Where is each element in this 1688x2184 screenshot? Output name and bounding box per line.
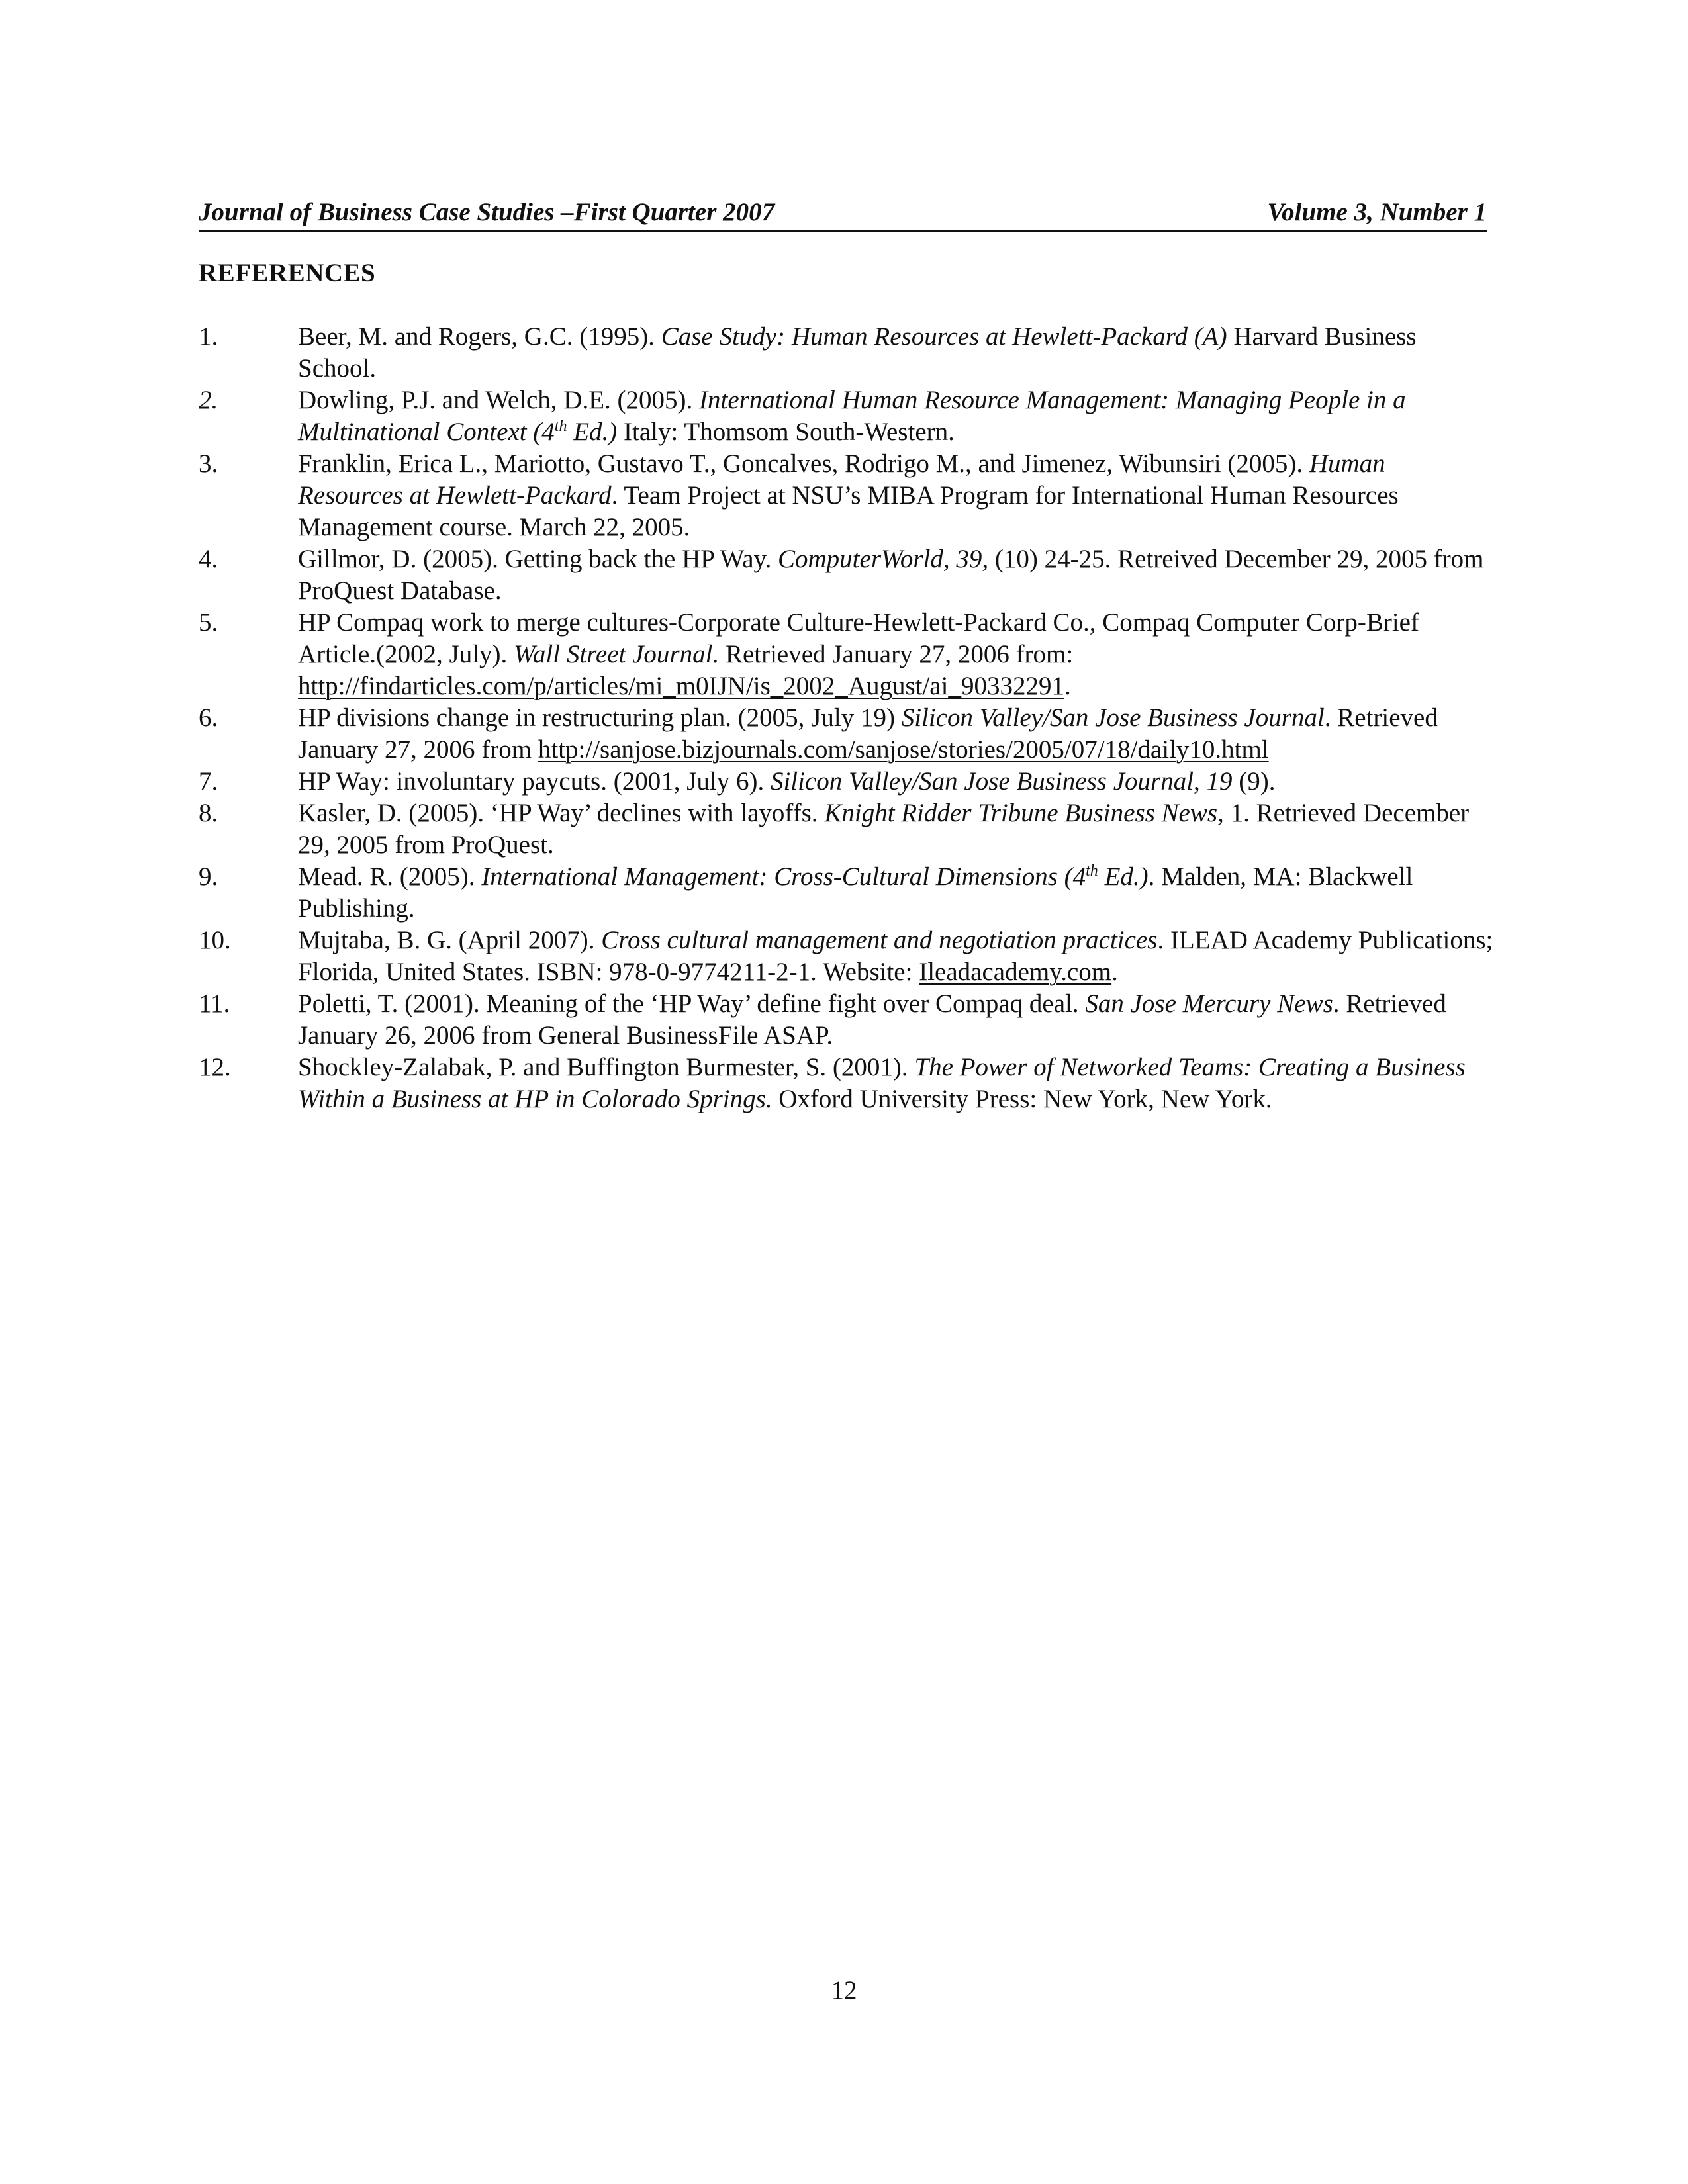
- reference-item-4: [199, 543, 1496, 607]
- reference-number: 7.: [199, 767, 218, 796]
- reference-number: 9.: [199, 862, 218, 891]
- reference-text: HP Compaq work to merge cultures-Corporate Culture-Hewlett-Packard Co., Compaq Computer Corp-Brief Article.(2002, July). Wall Street Journal. Retrieved January 27, 2006 from: http://findarticles.com/p/articles/mi_m0IJN/is_2002_August/ai_90332291.: [298, 608, 1419, 700]
- reference-item-9: [199, 861, 1496, 925]
- reference-number: 10.: [199, 926, 231, 954]
- reference-text: Dowling, P.J. and Welch, D.E. (2005). International Human Resource Management: Managing People in a Multinational Context (4th Ed.) Italy: Thomsom South-Western.: [298, 386, 1406, 446]
- reference-item-3: [199, 448, 1496, 543]
- volume-number: Volume 3, Number 1: [1267, 198, 1487, 226]
- reference-link[interactable]: http://findarticles.com/p/articles/mi_m0IJN/is_2002_August/ai_90332291: [298, 672, 1064, 700]
- journal-title: Journal of Business Case Studies –First Quarter 2007: [199, 198, 775, 226]
- reference-item-8: [199, 797, 1496, 861]
- reference-text: Gillmor, D. (2005). Getting back the HP Way. ComputerWorld, 39, (10) 24-25. Retreived December 29, 2005 from ProQuest Database.: [298, 545, 1484, 605]
- reference-link[interactable]: http://sanjose.bizjournals.com/sanjose/stories/2005/07/18/daily10.html: [538, 735, 1269, 764]
- reference-number: 4.: [199, 545, 218, 573]
- reference-number: 2.: [199, 386, 218, 414]
- reference-link[interactable]: Ileadacademy.com: [919, 958, 1112, 986]
- reference-item-11: [199, 988, 1496, 1052]
- reference-text: HP Way: involuntary paycuts. (2001, July 6). Silicon Valley/San Jose Business Journal, 19 (9).: [298, 767, 1276, 796]
- reference-number: 5.: [199, 608, 218, 637]
- reference-item-2: [199, 385, 1496, 448]
- reference-item-12: [199, 1052, 1496, 1115]
- reference-text: HP divisions change in restructuring plan. (2005, July 19) Silicon Valley/San Jose Business Journal. Retrieved January 27, 2006 from http://sanjose.bizjournals.com/sanjose/stories/2005/07/18/daily10.html: [298, 704, 1438, 764]
- reference-text: Mead. R. (2005). International Management: Cross-Cultural Dimensions (4th Ed.). Malden, MA: Blackwell Publishing.: [298, 862, 1413, 923]
- reference-text: Franklin, Erica L., Mariotto, Gustavo T., Goncalves, Rodrigo M., and Jimenez, Wibunsiri (2005). Human Resources at Hewlett-Packard. Team Project at NSU’s MIBA Program for International Human Resources Management course. March 22, 2005.: [298, 449, 1399, 541]
- reference-number: 8.: [199, 799, 218, 827]
- reference-number: 6.: [199, 704, 218, 732]
- reference-item-6: [199, 702, 1496, 766]
- reference-text: Mujtaba, B. G. (April 2007). Cross cultural management and negotiation practices. ILEAD Academy Publications; Florida, United States. ISBN: 978-0-9774211-2-1. Website: Ileadacademy.com.: [298, 926, 1493, 986]
- reference-item-1: [199, 321, 1496, 385]
- reference-text: Shockley-Zalabak, P. and Buffington Burmester, S. (2001). The Power of Networked Teams: Creating a Business Within a Business at HP in Colorado Springs. Oxford University Press: New York, New York.: [298, 1053, 1466, 1113]
- page-number: 12: [831, 1976, 857, 2005]
- reference-number: 11.: [199, 989, 230, 1018]
- reference-text: Kasler, D. (2005). ‘HP Way’ declines with layoffs. Knight Ridder Tribune Business News, 1. Retrieved December 29, 2005 from ProQuest.: [298, 799, 1470, 859]
- reference-text: Beer, M. and Rogers, G.C. (1995). Case Study: Human Resources at Hewlett-Packard (A) Harvard Business School.: [298, 322, 1417, 383]
- references-heading: REFERENCES: [199, 259, 376, 287]
- running-header: [199, 197, 1487, 232]
- reference-item-5: [199, 607, 1496, 702]
- reference-item-7: [199, 766, 1496, 797]
- reference-number: 3.: [199, 449, 218, 478]
- reference-number: 12.: [199, 1053, 231, 1081]
- reference-list: [199, 321, 1496, 1115]
- reference-number: 1.: [199, 322, 218, 351]
- reference-text: Poletti, T. (2001). Meaning of the ‘HP Way’ define fight over Compaq deal. San Jose Mercury News. Retrieved January 26, 2006 from General BusinessFile ASAP.: [298, 989, 1446, 1050]
- reference-item-10: [199, 925, 1496, 988]
